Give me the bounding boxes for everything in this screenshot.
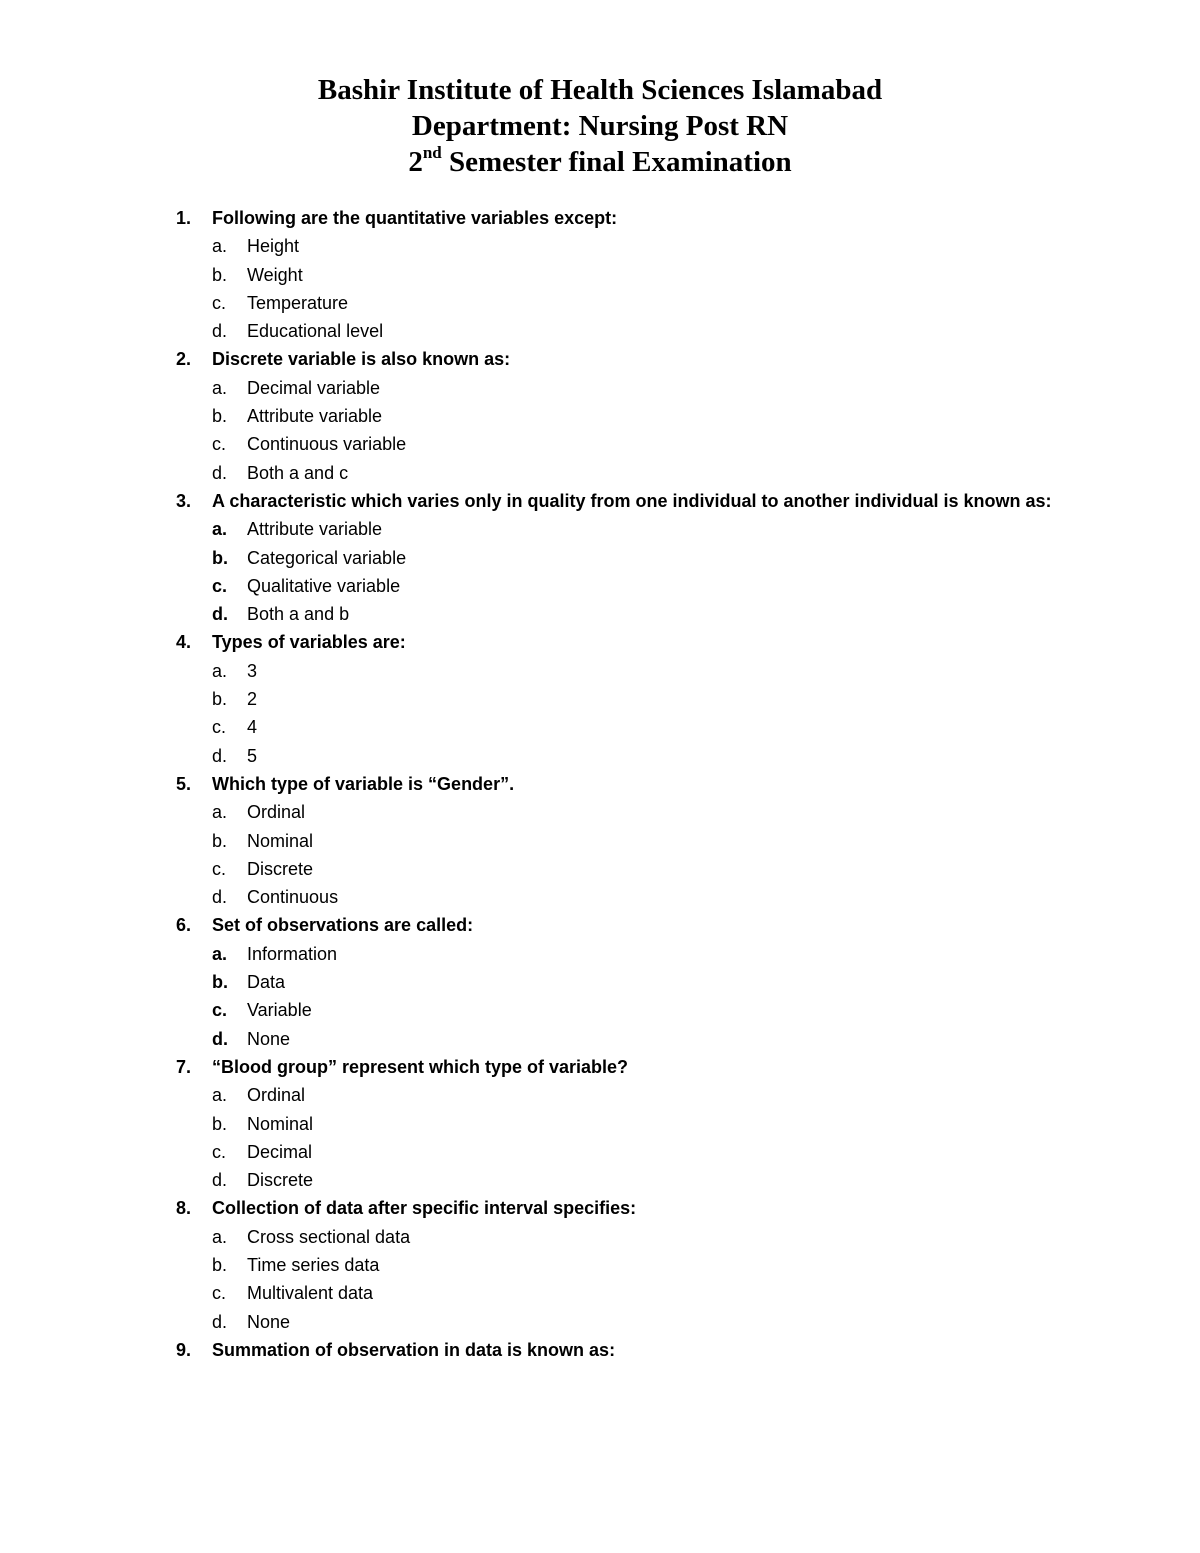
option-list bbox=[170, 374, 1070, 487]
option-text: 2 bbox=[247, 689, 258, 710]
question-number: 6. bbox=[176, 915, 192, 936]
option-item bbox=[170, 713, 1070, 741]
option-letter: b. bbox=[212, 830, 228, 851]
option-item bbox=[170, 1166, 1070, 1194]
option-list bbox=[170, 657, 1070, 770]
option-letter: a. bbox=[212, 1226, 228, 1247]
option-letter: b. bbox=[212, 1254, 228, 1275]
option-text: 3 bbox=[247, 660, 258, 681]
question-text: Set of observations are called: bbox=[212, 915, 474, 936]
option-item bbox=[170, 317, 1070, 345]
option-item bbox=[170, 289, 1070, 317]
option-text: Attribute variable bbox=[247, 519, 383, 540]
option-item bbox=[170, 1279, 1070, 1307]
option-text: Cross sectional data bbox=[247, 1226, 411, 1247]
option-item bbox=[170, 883, 1070, 911]
option-item bbox=[170, 1308, 1070, 1336]
option-item bbox=[170, 798, 1070, 826]
option-item bbox=[170, 996, 1070, 1024]
option-letter: b. bbox=[212, 689, 228, 710]
option-item bbox=[170, 572, 1070, 600]
option-item bbox=[170, 685, 1070, 713]
question-number: 4. bbox=[176, 632, 192, 653]
option-letter: a. bbox=[212, 802, 228, 823]
option-letter: b. bbox=[212, 1113, 228, 1134]
option-letter: b. bbox=[212, 547, 228, 568]
option-item bbox=[170, 402, 1070, 430]
option-item bbox=[170, 1110, 1070, 1138]
option-text: Decimal bbox=[247, 1141, 313, 1162]
option-letter: b. bbox=[212, 406, 228, 427]
option-letter: d. bbox=[212, 1028, 228, 1049]
option-item bbox=[170, 1025, 1070, 1053]
option-text: Categorical variable bbox=[247, 547, 407, 568]
option-letter: d. bbox=[212, 1170, 228, 1191]
option-list bbox=[170, 515, 1070, 628]
question-4 bbox=[170, 628, 1070, 769]
question-row bbox=[170, 204, 1070, 232]
option-item bbox=[170, 515, 1070, 543]
option-list bbox=[170, 1081, 1070, 1194]
question-row bbox=[170, 1336, 1070, 1364]
option-text: 4 bbox=[247, 717, 258, 738]
question-number: 8. bbox=[176, 1198, 192, 1219]
option-letter: d. bbox=[212, 462, 228, 483]
institute-name: Bashir Institute of Health Sciences Islamabad bbox=[317, 74, 883, 106]
option-text: Nominal bbox=[247, 1113, 314, 1134]
question-9 bbox=[170, 1336, 1070, 1364]
question-1 bbox=[170, 204, 1070, 345]
option-letter: c. bbox=[212, 1141, 227, 1162]
option-item bbox=[170, 940, 1070, 968]
option-text: Information bbox=[247, 943, 338, 964]
question-5 bbox=[170, 770, 1070, 911]
option-list bbox=[170, 1223, 1070, 1336]
question-text: Which type of variable is “Gender”. bbox=[212, 773, 515, 794]
option-letter: a. bbox=[212, 377, 228, 398]
option-letter: c. bbox=[212, 717, 227, 738]
option-letter: b. bbox=[212, 972, 228, 993]
option-text: Ordinal bbox=[247, 802, 306, 823]
option-letter: d. bbox=[212, 321, 228, 342]
option-text: Height bbox=[247, 236, 300, 257]
option-list bbox=[170, 798, 1070, 911]
question-number: 3. bbox=[176, 490, 192, 511]
question-2 bbox=[170, 345, 1070, 486]
option-text: Continuous bbox=[247, 887, 339, 908]
option-item bbox=[170, 261, 1070, 289]
question-text: A characteristic which varies only in quality from one individual to another individual is known as: bbox=[212, 490, 1052, 511]
question-number: 7. bbox=[176, 1056, 192, 1077]
option-item bbox=[170, 1251, 1070, 1279]
option-letter: a. bbox=[212, 943, 228, 964]
exam-title bbox=[0, 144, 1200, 180]
question-text: Following are the quantitative variables except: bbox=[212, 208, 618, 228]
option-item bbox=[170, 1081, 1070, 1109]
option-text: Discrete bbox=[247, 1170, 314, 1191]
option-text: Qualitative variable bbox=[247, 575, 401, 596]
question-3 bbox=[170, 487, 1070, 628]
option-text: Continuous variable bbox=[247, 434, 407, 455]
option-item bbox=[170, 1138, 1070, 1166]
option-letter: a. bbox=[212, 1085, 228, 1106]
question-number: 5. bbox=[176, 773, 192, 794]
option-letter: c. bbox=[212, 1000, 228, 1021]
question-list bbox=[170, 204, 1070, 1364]
option-item bbox=[170, 374, 1070, 402]
option-text: Data bbox=[247, 972, 286, 993]
question-row bbox=[170, 911, 1070, 939]
option-letter: c. bbox=[212, 858, 227, 879]
question-row bbox=[170, 487, 1070, 515]
option-letter: a. bbox=[212, 660, 228, 681]
question-row bbox=[170, 770, 1070, 798]
option-letter: a. bbox=[212, 236, 228, 257]
semester-number: 2 bbox=[408, 146, 423, 178]
option-letter: c. bbox=[212, 1283, 227, 1304]
option-text: None bbox=[247, 1311, 291, 1332]
question-number: 1. bbox=[176, 208, 192, 228]
question-text: “Blood group” represent which type of variable? bbox=[212, 1056, 629, 1077]
question-8 bbox=[170, 1194, 1070, 1335]
option-letter: d. bbox=[212, 745, 228, 766]
question-text: Discrete variable is also known as: bbox=[212, 349, 511, 370]
option-text: Both a and c bbox=[247, 462, 349, 483]
option-text: Educational level bbox=[247, 321, 384, 342]
option-item bbox=[170, 1223, 1070, 1251]
option-text: Variable bbox=[247, 1000, 312, 1021]
option-text: 5 bbox=[247, 745, 258, 766]
option-letter: d. bbox=[212, 887, 228, 908]
option-letter: d. bbox=[212, 1311, 228, 1332]
question-text: Collection of data after specific interval specifies: bbox=[212, 1198, 637, 1219]
option-letter: d. bbox=[212, 604, 228, 625]
option-item bbox=[170, 232, 1070, 260]
option-text: Attribute variable bbox=[247, 406, 383, 427]
department-name: Department: Nursing Post RN bbox=[411, 110, 789, 142]
option-item bbox=[170, 544, 1070, 572]
option-item bbox=[170, 600, 1070, 628]
option-text: Ordinal bbox=[247, 1085, 306, 1106]
option-item bbox=[170, 459, 1070, 487]
option-item bbox=[170, 742, 1070, 770]
question-row bbox=[170, 1194, 1070, 1222]
option-letter: a. bbox=[212, 519, 228, 540]
option-letter: c. bbox=[212, 575, 228, 596]
option-text: Both a and b bbox=[247, 604, 350, 625]
option-letter: b. bbox=[212, 264, 228, 285]
question-number: 2. bbox=[176, 349, 192, 370]
option-text: Discrete bbox=[247, 858, 314, 879]
question-row bbox=[170, 345, 1070, 373]
option-text: Decimal variable bbox=[247, 377, 381, 398]
option-text: Weight bbox=[247, 264, 303, 285]
semester-ordinal-suffix: nd bbox=[422, 143, 442, 163]
option-list bbox=[170, 940, 1070, 1053]
question-text: Types of variables are: bbox=[212, 632, 406, 653]
option-item bbox=[170, 855, 1070, 883]
option-item bbox=[170, 430, 1070, 458]
exam-header bbox=[0, 72, 1200, 180]
option-letter: c. bbox=[212, 292, 227, 313]
option-item bbox=[170, 657, 1070, 685]
question-text: Summation of observation in data is known as: bbox=[212, 1339, 616, 1360]
question-number: 9. bbox=[176, 1339, 192, 1360]
option-list bbox=[170, 232, 1070, 345]
option-text: Multivalent data bbox=[247, 1283, 374, 1304]
exam-title-rest: Semester final Examination bbox=[441, 146, 792, 178]
option-text: Time series data bbox=[247, 1254, 380, 1275]
question-row bbox=[170, 628, 1070, 656]
question-7 bbox=[170, 1053, 1070, 1194]
question-row bbox=[170, 1053, 1070, 1081]
option-item bbox=[170, 968, 1070, 996]
option-item bbox=[170, 827, 1070, 855]
question-6 bbox=[170, 911, 1070, 1052]
option-text: None bbox=[247, 1028, 291, 1049]
option-text: Nominal bbox=[247, 830, 314, 851]
option-letter: c. bbox=[212, 434, 227, 455]
option-text: Temperature bbox=[247, 292, 349, 313]
